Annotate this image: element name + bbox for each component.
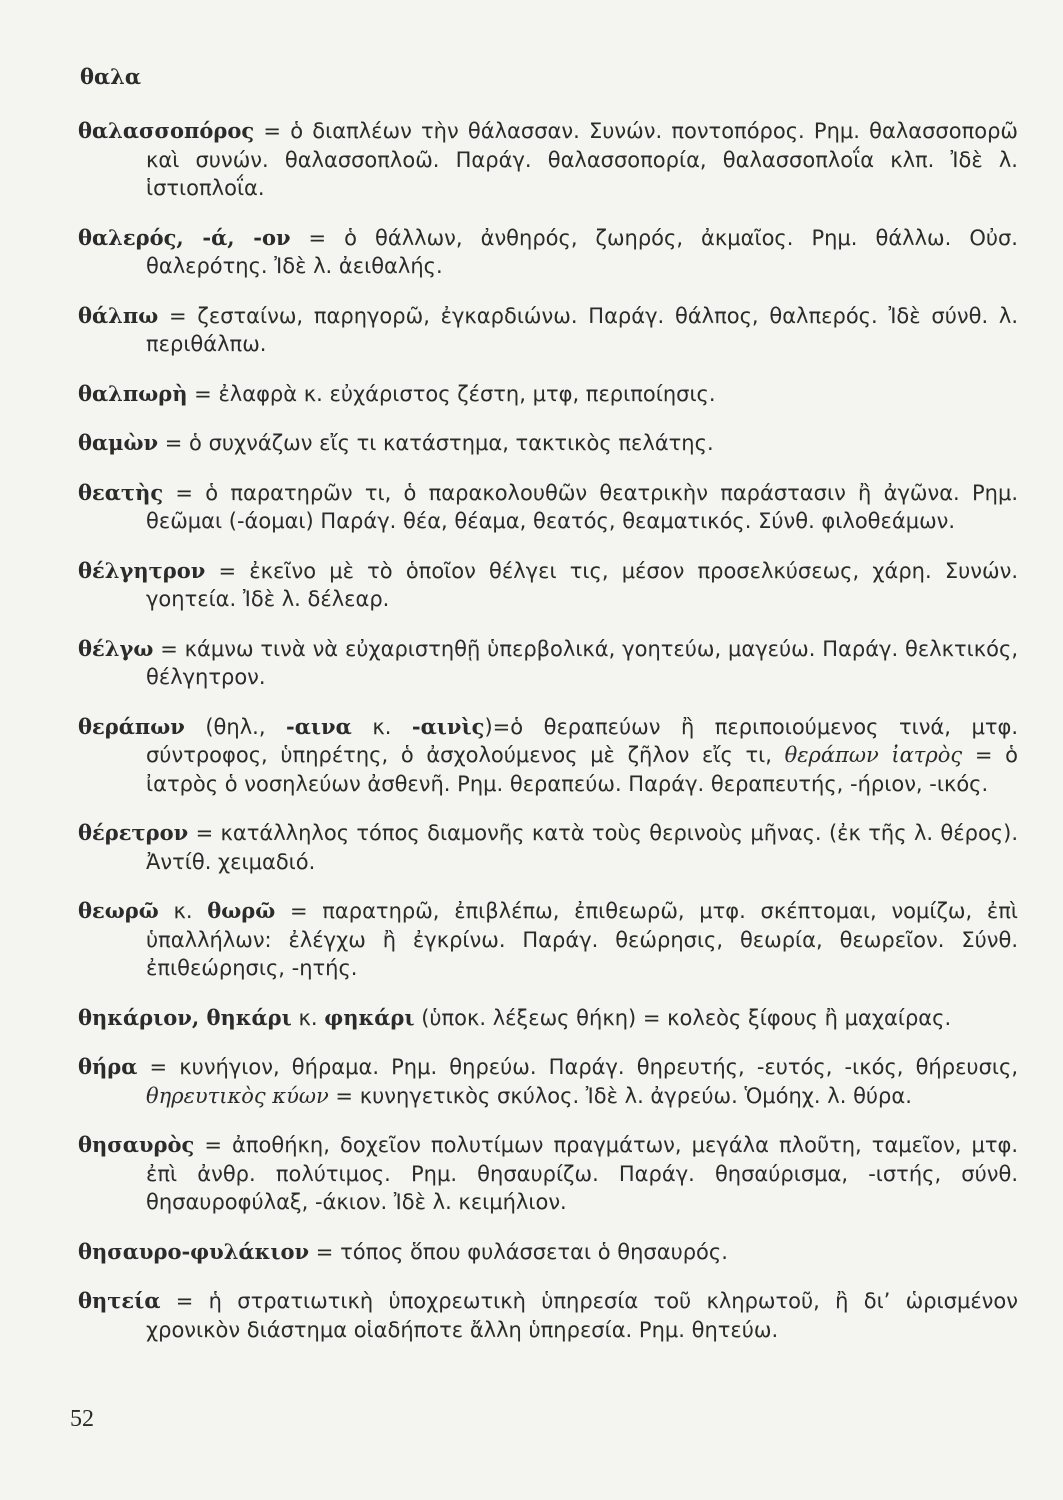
definition-part: = κυνηγετικὸς σκύλος. Ἰδὲ λ. ἀγρεύω. Ὁμόηχ. λ. θύρα.	[328, 1083, 912, 1108]
definition-part: = κυνήγιον, θήραμα. Ρημ. θηρεύω. Παράγ. θηρευτής, -ευτός, -ικός, θήρευσις,	[137, 1055, 1018, 1079]
definition-part: κ.	[351, 714, 412, 739]
entry-therapon	[78, 713, 1018, 799]
example-phrase: θηρευτικὸς κύων	[146, 1083, 329, 1108]
definition-part: )=ὁ θεραπεύων ἢ περιποιούμενος τινά, μτφ. σύντροφος, ὑπηρέτης, ὁ ἀσχολούμενος μὲ ζῆλον εἴς τι,	[146, 714, 1018, 767]
headword: θάλπω	[78, 302, 159, 328]
running-header: θαλα	[80, 64, 142, 89]
headword: θήρα	[78, 1054, 138, 1079]
entry-thiteia	[78, 1287, 1018, 1344]
headword: θησαυρὸς	[78, 1132, 195, 1157]
definition-part: (θηλ.,	[184, 714, 287, 739]
definition: = ὁ παρατηρῶν τι, ὁ παρακολουθῶν θεατρικὴν παράστασιν ἢ ἀγῶνα. Ρημ. θεῶμαι (-άομαι) Παράγ. θέα, θέαμα, θεατός, θεαματικός. Σύνθ. φιλοθεάμων.	[146, 480, 1018, 533]
entry-thaleros	[78, 224, 1018, 281]
entry-thamon	[78, 429, 1018, 458]
entry-list	[78, 96, 1018, 1355]
headword: θηκάριον, θηκάρι	[78, 1004, 292, 1030]
entry-thikarion	[78, 1004, 1018, 1033]
definition: = ὁ θάλλων, ἀνθηρός, ζωηρός, ἀκμαῖος. Ρημ. θάλλω. Οὐσ. θαλερότης. Ἰδὲ λ. ἀειθαλής.	[146, 225, 1018, 278]
definition-part: κ.	[158, 899, 208, 923]
definition-part: = παρατηρῶ, ἐπιβλέπω, ἐπιθεωρῶ, μτφ. σκέπτομαι, νομίζω, ἐπὶ ὑπαλλήλων: ἐλέγχω ἢ ἐγκρίνω. Παράγ. θεώρησις, θεωρία, θεωρεῖον. Σύνθ. ἐπιθεώρησις, -ητής.	[146, 899, 1018, 980]
entry-thalassoporos	[78, 117, 1018, 203]
headword: θεωρῶ	[78, 898, 159, 923]
definition: = ἐκεῖνο μὲ τὸ ὁποῖον θέλγει τις, μέσον προσελκύσεως, χάρη. Συνών. γοητεία. Ἰδὲ λ. δέλεαρ.	[146, 558, 1018, 611]
variant-form: θωρῶ	[207, 898, 276, 923]
definition: = ὁ συχνάζων εἴς τι κατάστημα, τακτικὸς πελάτης.	[158, 431, 714, 455]
definition: = ἡ στρατιωτικὴ ὑποχρεωτικὴ ὑπηρεσία τοῦ κληρωτοῦ, ἢ δι’ ὡρισμένον χρονικὸν διάστημα οἱαδήποτε ἄλλη ὑπηρεσία. Ρημ. θητεύω.	[146, 1289, 1018, 1342]
definition-part: = ὁ ἰατρὸς ὁ νοσηλεύων ἀσθενῆ. Ρημ. θεραπεύω. Παράγ. θεραπευτής, -ήριον, -ικός.	[146, 743, 1018, 796]
variant-form: -αινα	[286, 713, 352, 739]
headword: θαλασσοπόρος	[78, 118, 255, 143]
entry-thisavrofylakion	[78, 1238, 1018, 1267]
entry-thalpo	[78, 302, 1018, 359]
headword: θησαυρο-φυλάκιον	[78, 1238, 310, 1264]
definition: = ἀποθήκη, δοχεῖον πολυτίμων πραγμάτων, μεγάλα πλοῦτη, ταμεῖον, μτφ. ἐπὶ ἀνθρ. πολύτιμος. Ρημ. θησαυρίζω. Παράγ. θησαύρισμα, -ιστής, σύνθ. θησαυροφύλαξ, -άκιον. Ἰδὲ λ. κειμήλιον.	[146, 1133, 1018, 1214]
headword: θαμὼν	[78, 430, 159, 455]
entry-theatis	[78, 479, 1018, 536]
definition-part: κ.	[291, 1005, 325, 1030]
entry-theoro	[78, 897, 1018, 983]
entry-thira	[78, 1053, 1018, 1110]
definition-part: (ὑποκ. λέξεως θήκη) = κολεὸς ξίφους ἢ μαχαίρας.	[414, 1005, 952, 1030]
entry-thisavros	[78, 1131, 1018, 1217]
entry-theretron	[78, 819, 1018, 876]
entry-thelgo	[78, 635, 1018, 692]
definition: = ἐλαφρὰ κ. εὐχάριστος ζέστη, μτφ, περιποίησις.	[187, 381, 716, 406]
page-number: 52	[70, 1406, 94, 1432]
definition: = ὁ διαπλέων τὴν θάλασσαν. Συνών. ποντοπόρος. Ρημ. θαλασσοπορῶ καὶ συνών. θαλασσοπλοῶ. Παράγ. θαλασσοπορία, θαλασσοπλοΐα κλπ. Ἰδὲ λ. ἱστιοπλοΐα.	[146, 119, 1018, 200]
definition: = κατάλληλος τόπος διαμονῆς κατὰ τοὺς θερινοὺς μῆνας. (ἐκ τῆς λ. θέρος). Ἀντίθ. χειμαδιό.	[146, 821, 1018, 874]
entry-thelgitron	[78, 557, 1018, 614]
definition: = κάμνω τινὰ νὰ εὐχαριστηθῇ ὑπερβολικά, γοητεύω, μαγεύω. Παράγ. θελκτικός, θέλγητρον.	[146, 636, 1018, 689]
headword: θαλπωρὴ	[78, 380, 188, 406]
variant-form: φηκάρι	[324, 1004, 415, 1030]
headword: θέρετρον	[78, 820, 189, 845]
headword: θέλγω	[78, 635, 154, 661]
headword: θητεία	[78, 1288, 161, 1313]
definition: = τόπος ὅπου φυλάσσεται ὁ θησαυρός.	[309, 1239, 728, 1264]
definition: = ζεσταίνω, παρηγορῶ, ἐγκαρδιώνω. Παράγ. θάλπος, θαλπερός. Ἰδὲ σύνθ. λ. περιθάλπω.	[146, 303, 1018, 356]
headword: θέλγητρον	[78, 557, 206, 583]
headword: θεατὴς	[78, 479, 164, 505]
example-phrase: θεράπων ἰατρὸς	[784, 743, 963, 767]
headword: θαλερός, -ά, -ον	[78, 224, 291, 250]
variant-form: -αινὶς	[411, 713, 485, 739]
headword: θεράπων	[78, 713, 185, 739]
entry-thalpori	[78, 380, 1018, 409]
